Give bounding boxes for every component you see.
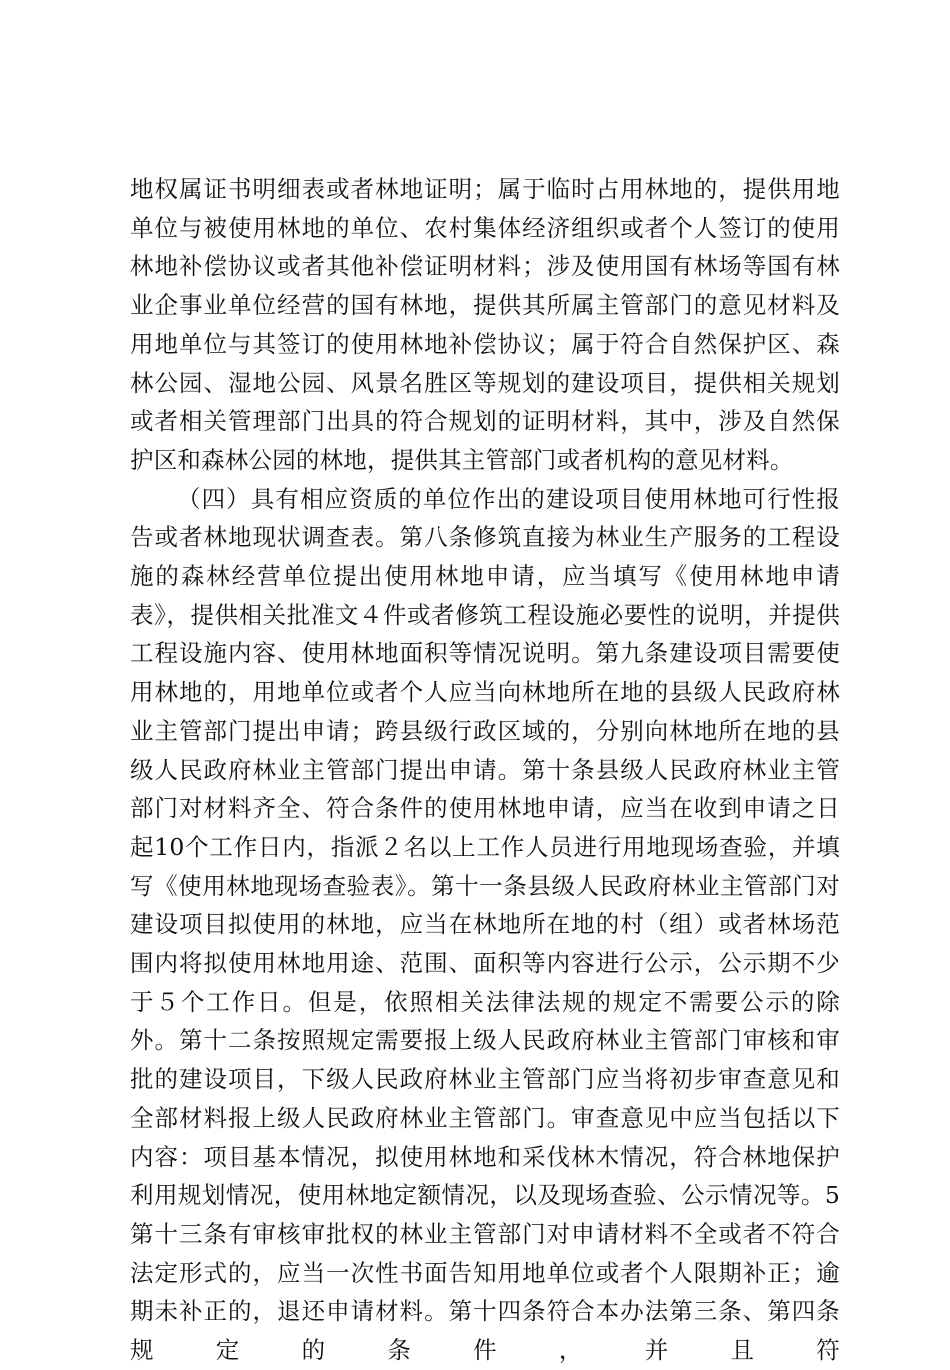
paragraph-2: （四）具有相应资质的单位作出的建设项目使用林地可行性报告或者林地现状调查表。第八条修筑直接为林业生产服务的工程设施的森林经营单位提出使用林地申请，应当填写《使用林地申请表》，提供相关批准文４件或者修筑工程设施必要性的说明，并提供工程设施内容、使用林地面积等情况说明。第九条建设项目需要使用林地的，用地单位或者个人应当向林地所在地的县级人民政府林业主管部门提出申请；跨县级行政区域的，分别向林地所在地的县级人民政府林业主管部门提出申请。第十条县级人民政府林业主管部门对材料齐全、符合条件的使用林地申请，应当在收到申请之日起10个工作日内，指派２名以上工作人员进行用地现场查验，并填写《使用林地现场查验表》。第十一条县级人民政府林业主管部门对建设项目拟使用的林地，应当在林地所在地的村（组）或者林场范围内将拟使用林地用途、范围、面积等内容进行公示，公示期不少于５个工作日。但是，依照相关法律法规的规定不需要公示的除外。第十二条按照规定需要报上级人民政府林业主管部门审核和审批的建设项目，下级人民政府林业主管部门应当将初步审查意见和全部材料报上级人民政府林业主管部门。审查意见中应当包括以下内容：项目基本情况，拟使用林地和采伐林木情况，符合林地保护利用规划情况，使用林地定额情况，以及现场查验、公示情况等。5第十三条有审核审批权的林业主管部门对申请材料不全或者不符合法定形式的，应当一次性书面告知用地单位或者个人限期补正；逾期未补正的，退还申请材料。第十四条符合本办法第三条、第四条规定的条件，并且符 [130,484,840,1365]
paragraph-1: 地权属证书明细表或者林地证明；属于临时占用林地的，提供用地单位与被使用林地的单位、农村集体经济组织或者个人签订的使用林地补偿协议或者其他补偿证明材料；涉及使用国有林场等国有林业企事业单位经营的国有林地，提供其所属主管部门的意见材料及用地单位与其签订的使用林地补偿协议；属于符合自然保护区、森林公园、湿地公园、风景名胜区等规划的建设项目，提供相关规划或者相关管理部门出具的符合规划的证明材料，其中，涉及自然保护区和森林公园的林地，提供其主管部门或者机构的意见材料。 [130,175,840,474]
body-text [130,170,840,1370]
